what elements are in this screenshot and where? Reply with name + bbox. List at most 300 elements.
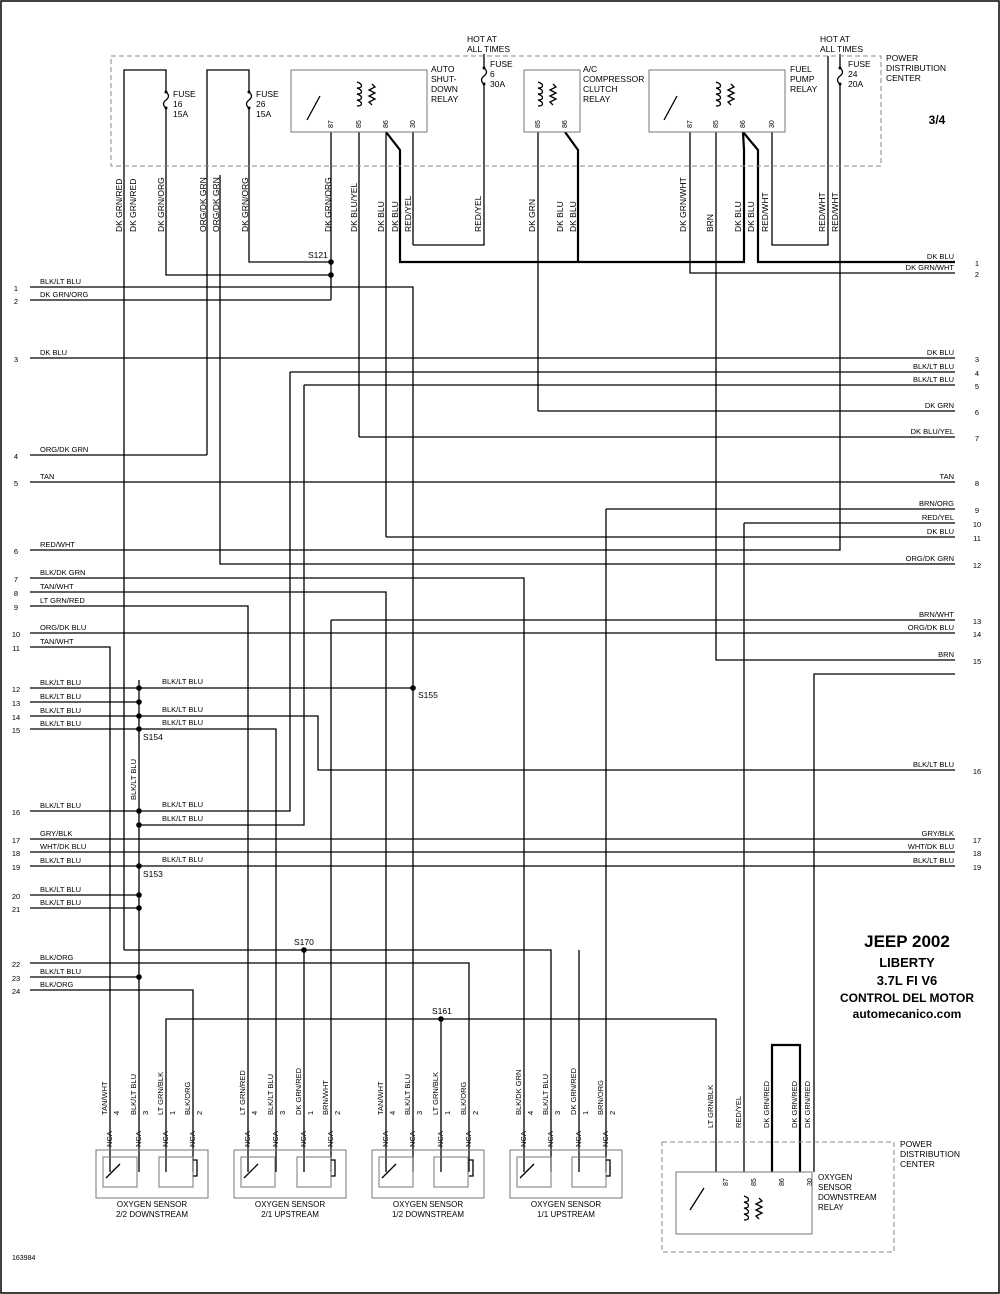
blk-lt-blu-wire bbox=[139, 716, 955, 770]
fp-relay-resistor bbox=[728, 84, 734, 105]
splice-label: S153 bbox=[143, 869, 163, 879]
nca-label: NCA bbox=[574, 1131, 583, 1147]
top-wire-label: ORG/DK GRN bbox=[198, 177, 208, 232]
tan-wht-wire bbox=[30, 592, 386, 1080]
splice-label: S154 bbox=[143, 732, 163, 742]
right-row-label: WHT/DK BLU bbox=[907, 842, 954, 851]
left-row-number: 5 bbox=[13, 479, 19, 488]
right-row-label: BRN/WHT bbox=[919, 610, 954, 619]
ac-relay-coil bbox=[538, 82, 543, 106]
pdc-label: POWER bbox=[886, 53, 919, 63]
o2-relay-pin-label: 85 bbox=[751, 1178, 758, 1186]
right-row-number: 4 bbox=[974, 369, 980, 378]
right-row-number: 8 bbox=[974, 479, 980, 488]
sensor-pin-label: 2 bbox=[608, 1110, 617, 1115]
top-wire-label: DK GRN/ORG bbox=[156, 177, 166, 232]
sensor-pin-label: 3 bbox=[141, 1110, 150, 1115]
left-row-number: 4 bbox=[13, 452, 19, 461]
asd-relay-resistor bbox=[369, 84, 375, 105]
hot-at-all-times-label: HOT AT bbox=[467, 34, 497, 44]
sensor-wire-label: LT GRN/BLK bbox=[156, 1071, 165, 1115]
fp-switch bbox=[664, 96, 677, 120]
right-row-label: ORG/DK GRN bbox=[905, 554, 954, 563]
right-row-label: DK BLU bbox=[926, 348, 954, 357]
right-row-number: 1 bbox=[974, 259, 980, 268]
fuse6-end bbox=[483, 67, 486, 70]
title-make-year: JEEP 2002 bbox=[864, 932, 950, 951]
pdc-label: CENTER bbox=[886, 73, 921, 83]
asd-relay-label: AUTO bbox=[431, 64, 455, 74]
splice-dot bbox=[136, 974, 142, 980]
nca-label: NCA bbox=[408, 1131, 417, 1147]
org-dk-grn-wire bbox=[220, 175, 955, 564]
hot-at-all-times-label: ALL TIMES bbox=[820, 44, 863, 54]
sensor-wire-label: BLK/LT BLU bbox=[541, 1074, 550, 1115]
nca-label: NCA bbox=[299, 1131, 308, 1147]
o2-relay-coil bbox=[744, 1196, 749, 1220]
asd-relay-coil bbox=[357, 82, 362, 106]
oxygen-sensor-label: OXYGEN SENSOR bbox=[254, 1200, 326, 1209]
asd-relay-pin-label: 87 bbox=[328, 120, 335, 128]
sensor-wire-label: BLK/LT BLU bbox=[403, 1074, 412, 1115]
top-wire-label: DK GRN/ORG bbox=[240, 177, 250, 232]
fuse24-label: FUSE bbox=[848, 59, 871, 69]
sensor-pin-label: 2 bbox=[333, 1110, 342, 1115]
fuse26-wire bbox=[207, 70, 249, 175]
pdc-label: CENTER bbox=[900, 1159, 935, 1169]
right-row-label: BRN bbox=[938, 650, 954, 659]
nca-label: NCA bbox=[161, 1131, 170, 1147]
right-row-label: TAN bbox=[939, 472, 954, 481]
asd-relay-label: DOWN bbox=[431, 84, 458, 94]
left-row-label: BLK/LT BLU bbox=[40, 692, 81, 701]
nca-label: NCA bbox=[188, 1131, 197, 1147]
top-wire-label: DK BLU bbox=[733, 201, 743, 232]
sensor-wire-label: BLK/LT BLU bbox=[129, 1074, 138, 1115]
left-row-label: BLK/LT BLU bbox=[40, 967, 81, 976]
fuel-pump-relay-label: PUMP bbox=[790, 74, 815, 84]
ac-relay-label: CLUTCH bbox=[583, 84, 618, 94]
fuel-pump-relay-pin-label: 85 bbox=[713, 120, 720, 128]
o2-relay-label: DOWNSTREAM bbox=[818, 1193, 877, 1202]
blk-lt-blu-wire bbox=[139, 385, 304, 825]
right-row-number: 6 bbox=[974, 408, 980, 417]
splice-dot bbox=[328, 272, 334, 278]
left-row-label: RED/WHT bbox=[40, 540, 75, 549]
sensor-wire-label: BLK/ORG bbox=[459, 1081, 468, 1115]
fuse6-label: 30A bbox=[490, 79, 506, 89]
top-wire-label: DK BLU bbox=[376, 201, 386, 232]
sensor-element bbox=[517, 1157, 551, 1187]
right-row-number: 12 bbox=[972, 561, 982, 570]
left-row-number: 16 bbox=[11, 808, 21, 817]
right-row-number: 10 bbox=[972, 520, 982, 529]
fuel-pump-relay-pin-label: 87 bbox=[687, 120, 694, 128]
top-wire-label: DK GRN/ORG bbox=[323, 177, 333, 232]
right-row-label: BRN/ORG bbox=[918, 499, 954, 508]
red-wht-wire bbox=[30, 175, 840, 550]
asd-relay-pin-label: 86 bbox=[383, 120, 390, 128]
right-row-label: GRY/BLK bbox=[921, 829, 954, 838]
nca-label: NCA bbox=[134, 1131, 143, 1147]
left-row-label: GRY/BLK bbox=[40, 829, 73, 838]
left-row-number: 18 bbox=[11, 849, 21, 858]
right-row-label: BLK/LT BLU bbox=[913, 375, 954, 384]
sensor-element bbox=[379, 1157, 413, 1187]
sensor-pin-label: 3 bbox=[415, 1110, 424, 1115]
title-model: LIBERTY bbox=[879, 955, 935, 970]
left-row-number: 8 bbox=[13, 589, 19, 598]
fuse26-end bbox=[248, 91, 251, 94]
dk-blu-wire bbox=[565, 132, 578, 262]
splice-dot bbox=[136, 892, 142, 898]
fuse24-end bbox=[839, 67, 842, 70]
sensor-variable-icon bbox=[520, 1164, 534, 1178]
sensor-wire-label: TAN/WHT bbox=[100, 1081, 109, 1115]
left-row-label: BLK/DK GRN bbox=[40, 568, 86, 577]
nca-label: NCA bbox=[271, 1131, 280, 1147]
fuel-pump-relay-label: RELAY bbox=[790, 84, 818, 94]
left-row-label: TAN/WHT bbox=[40, 582, 74, 591]
sensor-pin-label: 4 bbox=[112, 1110, 121, 1115]
left-row-number: 1 bbox=[13, 284, 19, 293]
o2-relay-wire-label: LT GRN/BLK bbox=[706, 1084, 715, 1128]
sensor-pin-label: 2 bbox=[471, 1110, 480, 1115]
blk-lt-blu-wire bbox=[139, 729, 276, 1080]
left-row-label: BLK/ORG bbox=[40, 953, 74, 962]
splice-label: S161 bbox=[432, 1006, 452, 1016]
blk-dk-grn-wire bbox=[30, 578, 524, 1080]
sensor-wire-label: DK GRN/RED bbox=[569, 1067, 578, 1115]
top-wire-label: DK GRN/RED bbox=[128, 178, 138, 232]
splice-dot bbox=[136, 822, 142, 828]
left-row-number: 13 bbox=[11, 699, 21, 708]
sensor-wire-label: LT GRN/BLK bbox=[431, 1071, 440, 1115]
sensor-variable-icon bbox=[382, 1164, 396, 1178]
left-row-number: 12 bbox=[11, 685, 21, 694]
nca-label: NCA bbox=[381, 1131, 390, 1147]
sensor-wire-label: BLK/DK GRN bbox=[514, 1069, 523, 1115]
left-row-number: 22 bbox=[11, 960, 21, 969]
left-row-number: 20 bbox=[11, 892, 21, 901]
right-row-number: 13 bbox=[972, 617, 982, 626]
left-row-label: BLK/LT BLU bbox=[40, 719, 81, 728]
mid-wire-label: BLK/LT BLU bbox=[129, 759, 138, 800]
dk-grn-red-wire bbox=[814, 674, 955, 1172]
sensor-variable-icon bbox=[106, 1164, 120, 1178]
left-row-label: WHT/DK BLU bbox=[40, 842, 87, 851]
fuel-pump-relay-pin-label: 86 bbox=[740, 120, 747, 128]
oxygen-sensor-label: 1/1 UPSTREAM bbox=[537, 1210, 595, 1219]
sensor-pin-label: 4 bbox=[388, 1110, 397, 1115]
right-row-number: 11 bbox=[973, 534, 981, 543]
sensor-wire-label: TAN/WHT bbox=[376, 1081, 385, 1115]
fuse16-end bbox=[165, 107, 168, 110]
fuse6 bbox=[482, 68, 487, 84]
left-row-number: 23 bbox=[11, 974, 21, 983]
top-wire-label: DK BLU bbox=[746, 201, 756, 232]
mid-wire-label: BLK/LT BLU bbox=[162, 677, 203, 686]
left-row-label: BLK/LT BLU bbox=[40, 706, 81, 715]
left-row-label: ORG/DK GRN bbox=[40, 445, 89, 454]
asd-switch bbox=[307, 96, 320, 120]
sensor-wire-label: BLK/LT BLU bbox=[266, 1074, 275, 1115]
nca-label: NCA bbox=[519, 1131, 528, 1147]
right-row-label: BLK/LT BLU bbox=[913, 856, 954, 865]
right-row-label: DK BLU bbox=[926, 252, 954, 261]
left-row-number: 9 bbox=[13, 603, 19, 612]
top-wire-label: RED/WHT bbox=[817, 192, 827, 232]
left-row-number: 7 bbox=[13, 575, 19, 584]
fuse16-label: FUSE bbox=[173, 89, 196, 99]
top-wire-label: DK GRN bbox=[527, 198, 537, 232]
right-row-number: 16 bbox=[972, 767, 982, 776]
left-row-number: 17 bbox=[11, 836, 21, 845]
sensor-pin-label: 1 bbox=[168, 1110, 177, 1115]
left-row-label: ORG/DK BLU bbox=[40, 623, 87, 632]
right-row-label: RED/YEL bbox=[921, 513, 954, 522]
o2-relay-pin-label: 86 bbox=[779, 1178, 786, 1186]
ac-relay-label: COMPRESSOR bbox=[583, 74, 645, 84]
nca-label: NCA bbox=[546, 1131, 555, 1147]
sensor-heater bbox=[572, 1157, 606, 1187]
splice-dot bbox=[438, 1016, 444, 1022]
right-row-label: BLK/LT BLU bbox=[913, 760, 954, 769]
right-row-label: ORG/DK BLU bbox=[907, 623, 954, 632]
o2-relay-switch bbox=[690, 1188, 704, 1210]
sensor-wire-label: BRN/ORG bbox=[596, 1079, 605, 1115]
blk-lt-blu-wire bbox=[30, 287, 413, 688]
fuse6-label: 6 bbox=[490, 69, 495, 79]
fuse26-label: 26 bbox=[256, 99, 266, 109]
top-wire-label: RED/WHT bbox=[830, 192, 840, 232]
mid-wire-label: BLK/LT BLU bbox=[162, 705, 203, 714]
splice-dot bbox=[136, 863, 142, 869]
fuse16-label: 15A bbox=[173, 109, 189, 119]
mid-wire-label: BLK/LT BLU bbox=[162, 718, 203, 727]
splice-dot bbox=[328, 259, 334, 265]
fuse16-wire bbox=[124, 70, 166, 175]
splice-dot bbox=[301, 947, 307, 953]
right-row-label: BLK/LT BLU bbox=[913, 362, 954, 371]
labels bbox=[12, 34, 981, 1219]
splice-label: S121 bbox=[308, 250, 328, 260]
hot-at-all-times-label: HOT AT bbox=[820, 34, 850, 44]
sensor-pin-label: 1 bbox=[581, 1110, 590, 1115]
right-row-number: 2 bbox=[974, 270, 980, 279]
splice-dot bbox=[136, 905, 142, 911]
page-border bbox=[1, 1, 999, 1293]
left-row-label: TAN/WHT bbox=[40, 637, 74, 646]
left-row-label: BLK/LT BLU bbox=[40, 856, 81, 865]
blk-org-wire bbox=[30, 990, 193, 1080]
left-row-label: DK GRN/ORG bbox=[40, 290, 89, 299]
fuse26-label: 15A bbox=[256, 109, 272, 119]
title-engine: 3.7L FI V6 bbox=[876, 973, 938, 988]
sensor-element bbox=[241, 1157, 275, 1187]
o2-relay-resistor bbox=[756, 1198, 762, 1219]
asd-relay-pin-label: 85 bbox=[356, 120, 363, 128]
right-row-number: 7 bbox=[974, 434, 980, 443]
o2-relay-pin-label: 87 bbox=[723, 1178, 730, 1186]
top-wire-label: DK BLU bbox=[390, 201, 400, 232]
page-number: 3/4 bbox=[928, 113, 946, 127]
o2-relay-wire-label: DK GRN/RED bbox=[790, 1080, 799, 1128]
pdc-label: DISTRIBUTION bbox=[886, 63, 946, 73]
oxygen-sensor-label: 2/2 DOWNSTREAM bbox=[115, 1210, 189, 1219]
sensor-heater bbox=[297, 1157, 331, 1187]
sensor-pin-label: 4 bbox=[250, 1110, 259, 1115]
right-row-label: DK GRN bbox=[924, 401, 954, 410]
sensor-wire-label: BRN/WHT bbox=[321, 1080, 330, 1115]
dk-grn-org-wire bbox=[249, 135, 331, 262]
o2-relay-wire-label: DK GRN/RED bbox=[803, 1080, 812, 1128]
sensor-pin-label: 1 bbox=[306, 1110, 315, 1115]
nca-label: NCA bbox=[243, 1131, 252, 1147]
left-row-label: BLK/ORG bbox=[40, 980, 74, 989]
right-row-label: DK BLU/YEL bbox=[910, 427, 954, 436]
left-row-label: BLK/LT BLU bbox=[40, 277, 81, 286]
fuel-pump-relay-label: FUEL bbox=[790, 64, 812, 74]
left-row-number: 11 bbox=[12, 644, 20, 653]
right-row-number: 5 bbox=[974, 382, 980, 391]
ac-relay-label: A/C bbox=[583, 64, 598, 74]
components bbox=[96, 56, 894, 1252]
sensor-pin-label: 2 bbox=[195, 1110, 204, 1115]
ac-relay-resistor bbox=[550, 84, 556, 105]
fuse24 bbox=[838, 68, 843, 84]
ac-relay-label: RELAY bbox=[583, 94, 611, 104]
sensor-heater bbox=[434, 1157, 468, 1187]
pdc-box bbox=[111, 56, 881, 166]
dk-blu-wire bbox=[743, 132, 955, 262]
mid-wire-label: BLK/LT BLU bbox=[162, 814, 203, 823]
right-row-number: 18 bbox=[972, 849, 982, 858]
top-wire-label: RED/WHT bbox=[760, 192, 770, 232]
top-wire-label: DK BLU bbox=[555, 201, 565, 232]
fuse16-label: 16 bbox=[173, 99, 183, 109]
fuse24-label: 20A bbox=[848, 79, 864, 89]
fuel-pump-relay-pin-label: 30 bbox=[769, 120, 776, 128]
nca-label: NCA bbox=[464, 1131, 473, 1147]
nca-label: NCA bbox=[436, 1131, 445, 1147]
top-wire-label: DK GRN/WHT bbox=[678, 177, 688, 232]
oxygen-sensor-label: OXYGEN SENSOR bbox=[392, 1200, 464, 1209]
sensor-pin-label: 1 bbox=[443, 1110, 452, 1115]
o2-relay-label: RELAY bbox=[818, 1203, 844, 1212]
splice-dot bbox=[136, 726, 142, 732]
sensor-wire-label: LT GRN/RED bbox=[238, 1070, 247, 1115]
left-row-number: 6 bbox=[13, 547, 19, 556]
fuse16 bbox=[164, 92, 169, 108]
o2-relay-wire-label: RED/YEL bbox=[734, 1095, 743, 1128]
sensor-variable-icon bbox=[244, 1164, 258, 1178]
left-row-number: 2 bbox=[13, 297, 19, 306]
doc-number: 163984 bbox=[12, 1255, 36, 1262]
left-row-number: 21 bbox=[11, 905, 21, 914]
sensor-pin-label: 3 bbox=[278, 1110, 287, 1115]
sensor-pin-label: 4 bbox=[526, 1110, 535, 1115]
sensor-element bbox=[103, 1157, 137, 1187]
asd-relay-pin-label: 30 bbox=[410, 120, 417, 128]
fp-relay-coil bbox=[716, 82, 721, 106]
asd-relay-label: RELAY bbox=[431, 94, 459, 104]
oxygen-sensor-label: 2/1 UPSTREAM bbox=[261, 1210, 319, 1219]
ac-relay-pin-label: 85 bbox=[535, 120, 542, 128]
splice-dot bbox=[410, 685, 416, 691]
left-row-label: LT GRN/RED bbox=[40, 596, 85, 605]
o2-relay-label: SENSOR bbox=[818, 1183, 852, 1192]
mid-wire-label: BLK/LT BLU bbox=[162, 800, 203, 809]
left-row-label: BLK/LT BLU bbox=[40, 678, 81, 687]
fuse24-label: 24 bbox=[848, 69, 858, 79]
top-wire-label: ORG/DK GRN bbox=[211, 177, 221, 232]
title-system: CONTROL DEL MOTOR bbox=[839, 991, 975, 1005]
left-row-label: DK BLU bbox=[40, 348, 68, 357]
fuse24-end bbox=[839, 83, 842, 86]
ac-relay-pin-label: 86 bbox=[562, 120, 569, 128]
fuse16-end bbox=[165, 91, 168, 94]
right-row-number: 9 bbox=[974, 506, 980, 515]
right-row-number: 17 bbox=[972, 836, 982, 845]
left-row-label: BLK/LT BLU bbox=[40, 801, 81, 810]
o2-relay-box bbox=[676, 1172, 812, 1234]
top-wire-label: RED/YEL bbox=[403, 195, 413, 232]
splice-dot bbox=[136, 808, 142, 814]
top-wire-label: BRN bbox=[705, 214, 715, 232]
o2-relay-label: OXYGEN bbox=[818, 1173, 853, 1182]
right-row-number: 19 bbox=[972, 863, 982, 872]
nca-label: NCA bbox=[326, 1131, 335, 1147]
right-row-number: 14 bbox=[972, 630, 982, 639]
top-wire-label: DK GRN/RED bbox=[114, 178, 124, 232]
right-row-label: DK GRN/WHT bbox=[905, 263, 954, 272]
pdc-label: DISTRIBUTION bbox=[900, 1149, 960, 1159]
splice-dot bbox=[136, 699, 142, 705]
fuse26-label: FUSE bbox=[256, 89, 279, 99]
nca-label: NCA bbox=[105, 1131, 114, 1147]
left-row-label: TAN bbox=[40, 472, 55, 481]
top-wire-label: RED/YEL bbox=[473, 195, 483, 232]
left-row-number: 10 bbox=[11, 630, 21, 639]
oxygen-sensor-label: OXYGEN SENSOR bbox=[530, 1200, 602, 1209]
right-row-label: DK BLU bbox=[926, 527, 954, 536]
splice-dot bbox=[136, 713, 142, 719]
asd-relay-label: SHUT- bbox=[431, 74, 457, 84]
left-row-label: BLK/LT BLU bbox=[40, 885, 81, 894]
left-row-number: 15 bbox=[11, 726, 21, 735]
o2-relay-pin-label: 30 bbox=[807, 1178, 814, 1186]
nca-label: NCA bbox=[601, 1131, 610, 1147]
pdc-label: POWER bbox=[900, 1139, 933, 1149]
sensor-heater bbox=[159, 1157, 193, 1187]
hot-at-all-times-label: ALL TIMES bbox=[467, 44, 510, 54]
fuse26 bbox=[247, 92, 252, 108]
o2-relay-wire-label: DK GRN/RED bbox=[762, 1080, 771, 1128]
sensor-wire-label: BLK/ORG bbox=[183, 1081, 192, 1115]
fuse6-label: FUSE bbox=[490, 59, 513, 69]
left-row-number: 3 bbox=[13, 355, 19, 364]
left-row-number: 19 bbox=[11, 863, 21, 872]
left-row-number: 24 bbox=[11, 987, 21, 996]
fuse26-end bbox=[248, 107, 251, 110]
splice-label: S155 bbox=[418, 690, 438, 700]
blk-org-wire bbox=[30, 963, 469, 1080]
splice-label: S170 bbox=[294, 937, 314, 947]
top-wire-label: DK BLU/YEL bbox=[349, 182, 359, 232]
blk-lt-blu-wire bbox=[124, 950, 551, 1080]
splice-dot bbox=[136, 685, 142, 691]
